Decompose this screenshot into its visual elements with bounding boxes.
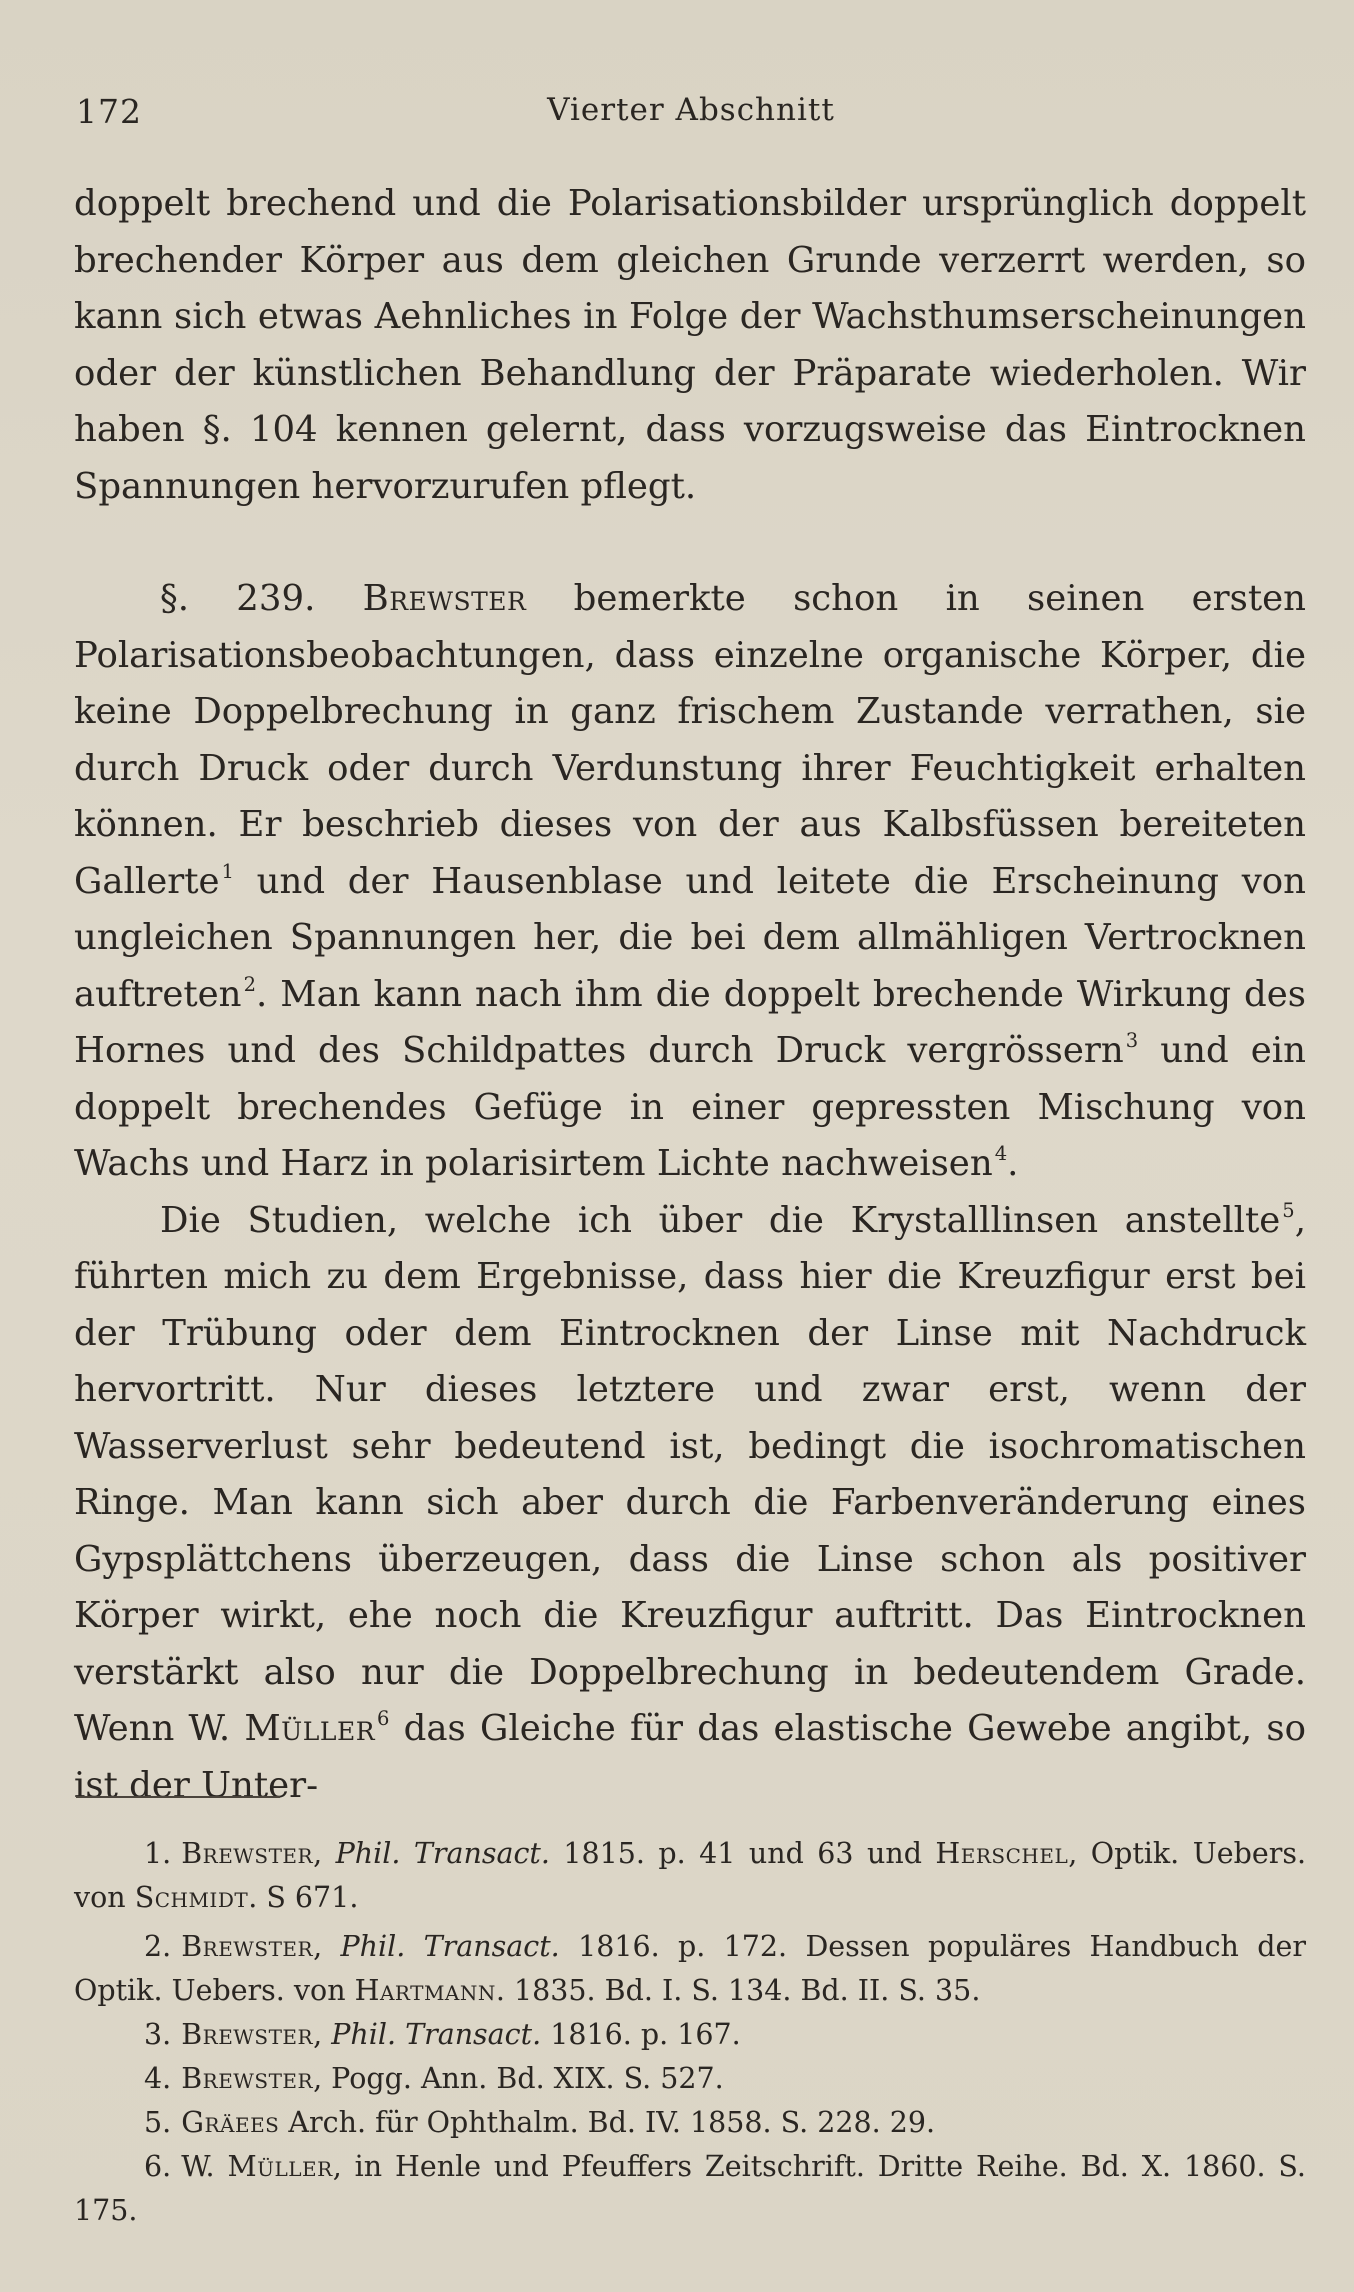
page-number: 172 xyxy=(76,92,142,131)
paragraph-text: bemerkte schon in seinen ersten Polarisationsbeobachtungen, dass einzelne organische Körper, die keine Doppelbrechung in ganz frischem Zustande verrathen, sie durch Druck oder durch Verdunstung ihrer Feuchtigkeit erhalten können. Er beschrieb dieses von der aus Kalbsfüssen bereiteten Gallerte xyxy=(74,578,1306,902)
paragraph-text: . xyxy=(1007,1143,1019,1184)
footnote-number: 2. xyxy=(144,1930,172,1963)
footnote-text: , xyxy=(313,1930,341,1963)
paragraph-text: Die Studien, welche ich über die Krystalllinsen anstellte xyxy=(160,1199,1281,1241)
footnote-4 xyxy=(74,2057,1306,2101)
footnote-3 xyxy=(74,2013,1306,2057)
footnote-number: 4. xyxy=(144,2062,172,2095)
footnote-text: . S 671. xyxy=(248,1881,359,1914)
footnote-1 xyxy=(74,1832,1306,1920)
footnote-text: , Optik. Uebers. von xyxy=(74,1837,1306,1914)
paragraph-section-239 xyxy=(74,571,1306,1193)
footnote-text: , in Henle und Pfeuffers Zeitschrift. Dritte Reihe. Bd. X. 1860. S. 175. xyxy=(74,2150,1306,2227)
footnote-ref[interactable]: 2 xyxy=(243,972,256,996)
paragraph-text: und ein doppelt brechendes Gefüge in einer gepressten Mischung von Wachs und Harz in polarisirtem Lichte nachweisen xyxy=(74,1030,1306,1184)
author-name: Hartmann xyxy=(354,1974,496,2007)
journal-title: Phil. Transact. xyxy=(331,2018,542,2051)
paragraph-text: das Gleiche für das elastische Gewebe angibt, so ist der Unter- xyxy=(74,1708,1306,1806)
author-name: Brewster xyxy=(181,1930,314,1963)
footnote-6 xyxy=(74,2145,1306,2233)
footnote-number: 3. xyxy=(144,2018,172,2051)
footnote-text: , Pogg. Ann. Bd. XIX. S. 527. xyxy=(313,2062,724,2095)
footnote-ref[interactable]: 4 xyxy=(994,1142,1008,1166)
footnote-text: , xyxy=(313,2018,332,2051)
footnote-text: , xyxy=(313,1837,336,1870)
author-name: Brewster xyxy=(181,1837,314,1870)
footnote-text: 1816. p. 167. xyxy=(541,2018,741,2051)
paragraph-text: . Man kann nach ihm die doppelt brechende Wirkung des Hornes und des Schildpattes durch Druck vergrössern xyxy=(74,973,1306,1071)
footnote-number: 5. xyxy=(144,2106,172,2139)
footnote-number: 1. xyxy=(144,1837,172,1870)
footnote-text: 1816. p. 172. Dessen populäres Handbuch der Optik. Uebers. von xyxy=(74,1930,1306,2007)
paragraph-text: , führten mich zu dem Ergebnisse, dass hier die Kreuzfigur erst bei der Trübung oder dem Eintrocknen der Linse mit Nachdruck hervortritt. Nur dieses letztere und zwar erst, wenn der Wasserverlust sehr bedeutend ist, bedingt die isochromatischen Ringe. Man kann sich aber durch die Farbenveränderung eines Gypsplättchens überzeugen, dass die Linse schon als positiver Körper wirkt, ehe noch die Kreuzfigur auftritt. Das Eintrocknen verstärkt also nur die Doppelbrechung in bedeutendem Grade. Wenn W. xyxy=(74,1199,1306,1749)
author-name: Schmidt xyxy=(134,1881,249,1914)
author-name: Brewster xyxy=(362,578,527,619)
footnote-text: W. xyxy=(181,2150,228,2183)
author-name: Brewster xyxy=(181,2018,314,2051)
footnote-text: . 1835. Bd. I. S. 134. Bd. II. S. 35. xyxy=(495,1974,981,2007)
journal-title: Phil. Transact. xyxy=(335,1837,550,1870)
footnote-ref[interactable]: 1 xyxy=(221,859,234,883)
journal-title: Phil. Transact. xyxy=(340,1930,560,1963)
paragraph-text: doppelt brechend und die Polarisationsbilder ursprünglich doppelt brechender Körper aus dem gleichen Grunde verzerrt werden, so kann sich etwas Aehnliches in Folge der Wachsthumserscheinungen oder der künstlichen Behandlung der Präparate wiederholen. Wir haben §. 104 kennen gelernt, dass vorzugsweise das Eintrocknen Spannungen hervorzurufen pflegt. xyxy=(74,183,1306,507)
footnote-text: Arch. für Ophthalm. Bd. IV. 1858. S. 228. 29. xyxy=(279,2106,936,2139)
footnote-ref[interactable]: 6 xyxy=(377,1707,390,1731)
page-header xyxy=(76,92,1306,132)
footnote-number: 6. xyxy=(144,2150,172,2183)
author-name: Brewster xyxy=(181,2062,314,2095)
footnote-divider xyxy=(76,1796,280,1798)
footnote-2 xyxy=(74,1925,1306,2013)
running-head: Vierter Abschnitt xyxy=(547,92,835,128)
author-name: Müller xyxy=(227,2150,333,2183)
author-name: Müller xyxy=(244,1708,376,1749)
author-name: Gräees xyxy=(181,2106,280,2139)
footnotes xyxy=(74,1832,1306,2233)
paragraph-text: und der Hausenblase und leitete die Erscheinung von ungleichen Spannungen her, die bei dem allmähligen Vertrocknen auftreten xyxy=(74,860,1306,1015)
section-number: §. 239. xyxy=(160,578,316,619)
footnote-text: 1815. p. 41 und 63 und xyxy=(549,1837,936,1870)
author-name: Herschel xyxy=(935,1837,1069,1870)
paragraph-studien xyxy=(74,1193,1306,1815)
footnote-ref[interactable]: 3 xyxy=(1125,1029,1139,1053)
body-text xyxy=(74,176,1306,1814)
footnote-ref[interactable]: 5 xyxy=(1282,1198,1295,1222)
footnote-5 xyxy=(74,2101,1306,2145)
paragraph-continued xyxy=(74,176,1306,515)
